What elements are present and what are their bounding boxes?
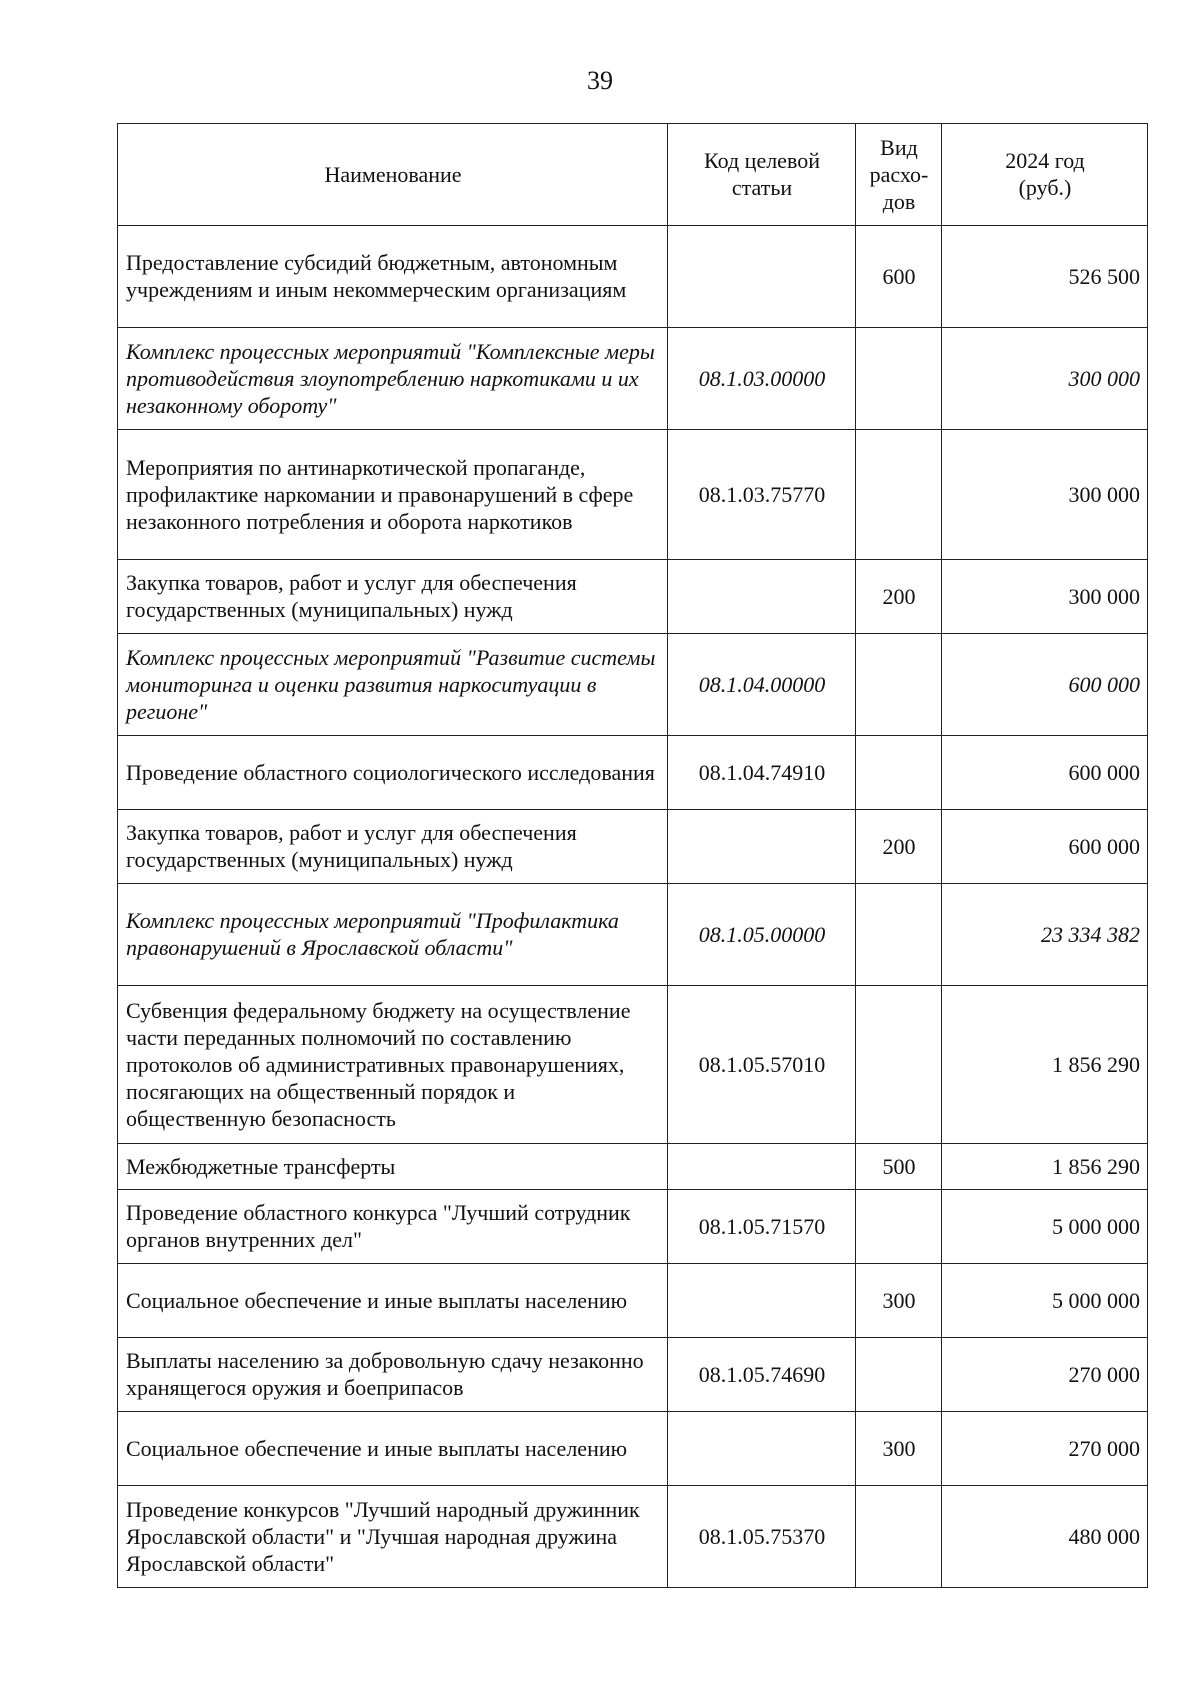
cell-type bbox=[856, 1486, 942, 1588]
table-row bbox=[118, 226, 1148, 328]
cell-code: 08.1.05.57010 bbox=[668, 986, 856, 1144]
budget-table bbox=[117, 123, 1148, 1588]
cell-amount: 300 000 bbox=[942, 430, 1148, 560]
cell-type: 500 bbox=[856, 1144, 942, 1190]
header-type-line: расхо- bbox=[869, 161, 929, 187]
cell-code bbox=[668, 560, 856, 634]
table-row bbox=[118, 986, 1148, 1144]
header-type-line: дов bbox=[882, 188, 916, 214]
cell-code bbox=[668, 1144, 856, 1190]
cell-amount: 5 000 000 bbox=[942, 1264, 1148, 1338]
table-row bbox=[118, 810, 1148, 884]
cell-code bbox=[668, 1264, 856, 1338]
table-row bbox=[118, 1486, 1148, 1588]
cell-amount: 23 334 382 bbox=[942, 884, 1148, 986]
cell-amount: 1 856 290 bbox=[942, 986, 1148, 1144]
cell-amount: 300 000 bbox=[942, 560, 1148, 634]
table-row bbox=[118, 1190, 1148, 1264]
cell-code bbox=[668, 226, 856, 328]
cell-amount: 526 500 bbox=[942, 226, 1148, 328]
table-row bbox=[118, 1264, 1148, 1338]
cell-name: Проведение конкурсов "Лучший народный дружинник Ярославской области" и "Лучшая народная дружина Ярославской области" bbox=[118, 1486, 668, 1588]
header-type-line: Вид bbox=[880, 134, 918, 160]
table-row bbox=[118, 430, 1148, 560]
cell-amount: 5 000 000 bbox=[942, 1190, 1148, 1264]
table-row bbox=[118, 328, 1148, 430]
cell-type: 600 bbox=[856, 226, 942, 328]
cell-code: 08.1.05.00000 bbox=[668, 884, 856, 986]
cell-type: 300 bbox=[856, 1264, 942, 1338]
header-year-line: (руб.) bbox=[1018, 175, 1072, 200]
header-type bbox=[856, 124, 942, 226]
cell-amount: 600 000 bbox=[942, 810, 1148, 884]
header-year bbox=[942, 124, 1148, 226]
table-row bbox=[118, 560, 1148, 634]
cell-amount: 480 000 bbox=[942, 1486, 1148, 1588]
cell-code: 08.1.03.00000 bbox=[668, 328, 856, 430]
table-row bbox=[118, 884, 1148, 986]
cell-type bbox=[856, 1190, 942, 1264]
table-body bbox=[118, 226, 1148, 1588]
cell-amount: 600 000 bbox=[942, 736, 1148, 810]
cell-code: 08.1.04.74910 bbox=[668, 736, 856, 810]
cell-code: 08.1.04.00000 bbox=[668, 634, 856, 736]
table-row bbox=[118, 1338, 1148, 1412]
table-row bbox=[118, 1144, 1148, 1190]
cell-name: Закупка товаров, работ и услуг для обеспечения государственных (муниципальных) нужд bbox=[118, 560, 668, 634]
cell-name: Социальное обеспечение и иные выплаты населению bbox=[118, 1412, 668, 1486]
header-code: Код целевой статьи bbox=[668, 124, 856, 226]
cell-code: 08.1.05.71570 bbox=[668, 1190, 856, 1264]
cell-amount: 1 856 290 bbox=[942, 1144, 1148, 1190]
cell-amount: 270 000 bbox=[942, 1412, 1148, 1486]
header-year-line: 2024 год bbox=[1005, 148, 1085, 173]
cell-name: Проведение областного конкурса "Лучший сотрудник органов внутренних дел" bbox=[118, 1190, 668, 1264]
table-row bbox=[118, 736, 1148, 810]
cell-type: 200 bbox=[856, 560, 942, 634]
table-row bbox=[118, 1412, 1148, 1486]
cell-amount: 300 000 bbox=[942, 328, 1148, 430]
cell-amount: 600 000 bbox=[942, 634, 1148, 736]
table-header-row bbox=[118, 124, 1148, 226]
table-row bbox=[118, 634, 1148, 736]
cell-name: Проведение областного социологического исследования bbox=[118, 736, 668, 810]
page-number: 39 bbox=[587, 66, 613, 95]
cell-name: Выплаты населению за добровольную сдачу незаконно хранящегося оружия и боеприпасов bbox=[118, 1338, 668, 1412]
cell-type: 300 bbox=[856, 1412, 942, 1486]
cell-name: Закупка товаров, работ и услуг для обеспечения государственных (муниципальных) нужд bbox=[118, 810, 668, 884]
cell-type bbox=[856, 986, 942, 1144]
cell-code bbox=[668, 810, 856, 884]
cell-type bbox=[856, 634, 942, 736]
cell-type: 200 bbox=[856, 810, 942, 884]
cell-name: Комплекс процессных мероприятий "Комплексные меры противодействия злоупотреблению наркотиками и их незаконному обороту" bbox=[118, 328, 668, 430]
cell-name: Социальное обеспечение и иные выплаты населению bbox=[118, 1264, 668, 1338]
cell-type bbox=[856, 1338, 942, 1412]
cell-code: 08.1.05.74690 bbox=[668, 1338, 856, 1412]
cell-type bbox=[856, 736, 942, 810]
cell-name: Комплекс процессных мероприятий "Развитие системы мониторинга и оценки развития наркоситуации в регионе" bbox=[118, 634, 668, 736]
header-name: Наименование bbox=[118, 124, 668, 226]
cell-name: Субвенция федеральному бюджету на осуществление части переданных полномочий по составлению протоколов об административных правонарушениях, посягающих на общественный порядок и общественную безопасность bbox=[118, 986, 668, 1144]
cell-type bbox=[856, 328, 942, 430]
cell-code: 08.1.03.75770 bbox=[668, 430, 856, 560]
cell-amount: 270 000 bbox=[942, 1338, 1148, 1412]
cell-name: Комплекс процессных мероприятий "Профилактика правонарушений в Ярославской области" bbox=[118, 884, 668, 986]
cell-name: Мероприятия по антинаркотической пропаганде, профилактике наркомании и правонарушений в сфере незаконного потребления и оборота наркотиков bbox=[118, 430, 668, 560]
cell-name: Предоставление субсидий бюджетным, автономным учреждениям и иным некоммерческим организациям bbox=[118, 226, 668, 328]
cell-type bbox=[856, 430, 942, 560]
cell-code: 08.1.05.75370 bbox=[668, 1486, 856, 1588]
cell-name: Межбюджетные трансферты bbox=[118, 1144, 668, 1190]
cell-type bbox=[856, 884, 942, 986]
cell-code bbox=[668, 1412, 856, 1486]
